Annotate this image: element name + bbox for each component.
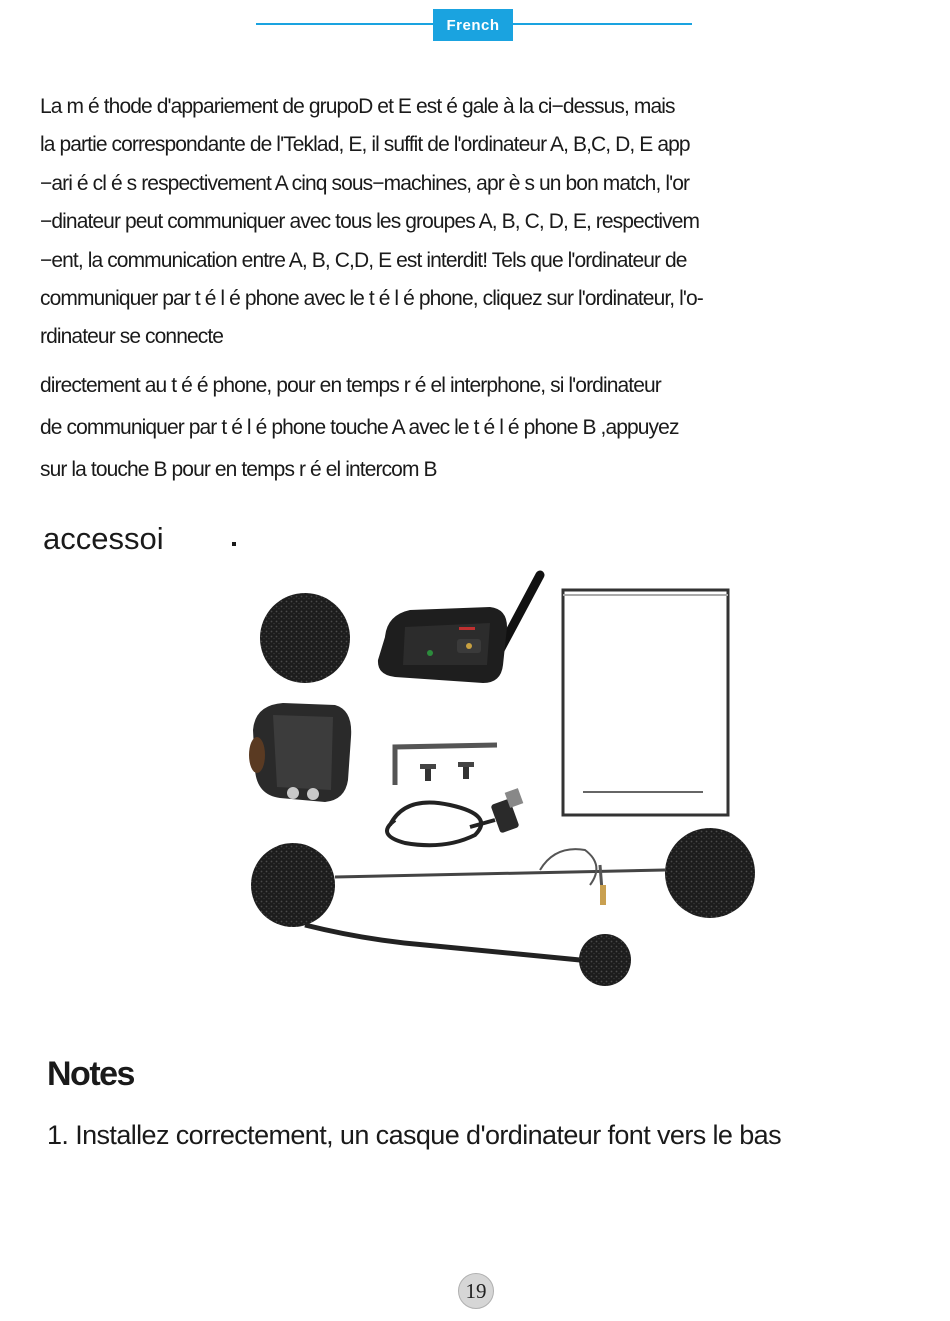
mounting-clip-icon bbox=[249, 703, 351, 802]
header-rule-left bbox=[256, 23, 434, 25]
page-number-badge: 19 bbox=[458, 1273, 494, 1309]
title-dot bbox=[232, 542, 236, 546]
text-line: de communiquer par t é l é phone touche A avec le t é l é phone B ,appuyez bbox=[40, 416, 679, 439]
text-line: −dinateur peut communiquer avec tous les groupes A, B, C, D, E, respectivem bbox=[40, 210, 700, 234]
accessories-photo bbox=[245, 565, 765, 990]
foam-sponge-icon bbox=[260, 593, 350, 683]
text-line: sur la touche B pour en temps r é el intercom B bbox=[40, 458, 437, 481]
text-line: −ent, la communication entre A, B, C,D, E est interdit! Tels que l'ordinateur de bbox=[40, 248, 687, 272]
text-line: rdinateur se connecte bbox=[40, 325, 224, 349]
paragraph-pairing-method bbox=[40, 88, 840, 357]
text-line: la partie correspondante de l'Teklad, E, il suffit de l'ordinateur A, B,C, D, E app bbox=[40, 133, 690, 157]
intercom-unit-icon bbox=[378, 575, 540, 683]
allen-key-and-screws-icon bbox=[395, 745, 497, 785]
manual-booklet-icon bbox=[563, 590, 728, 815]
headset-icon bbox=[251, 828, 755, 986]
text-line: communiquer par t é l é phone avec le t é l é phone, cliquez sur l'ordinateur, l'o- bbox=[40, 287, 703, 311]
header-rule-right bbox=[512, 23, 692, 25]
text-line: La m é thode d'appariement de grupoD et E est é gale à la ci−dessus, mais bbox=[40, 95, 675, 118]
text-line: −ari é cl é s respectivement A cinq sous−machines, apr è s un bon match, l'or bbox=[40, 171, 690, 195]
note-item: 1. Installez correctement, un casque d'ordinateur font vers le bas bbox=[47, 1120, 781, 1150]
language-badge: French bbox=[433, 9, 513, 41]
paragraph-intercom bbox=[40, 365, 840, 491]
accessories-title: accessoi bbox=[43, 521, 164, 556]
usb-cable-icon bbox=[387, 788, 523, 845]
notes-title: Notes bbox=[47, 1055, 134, 1093]
text-line: directement au t é é phone, pour en temps r é el interphone, si l'ordinateur bbox=[40, 374, 661, 397]
